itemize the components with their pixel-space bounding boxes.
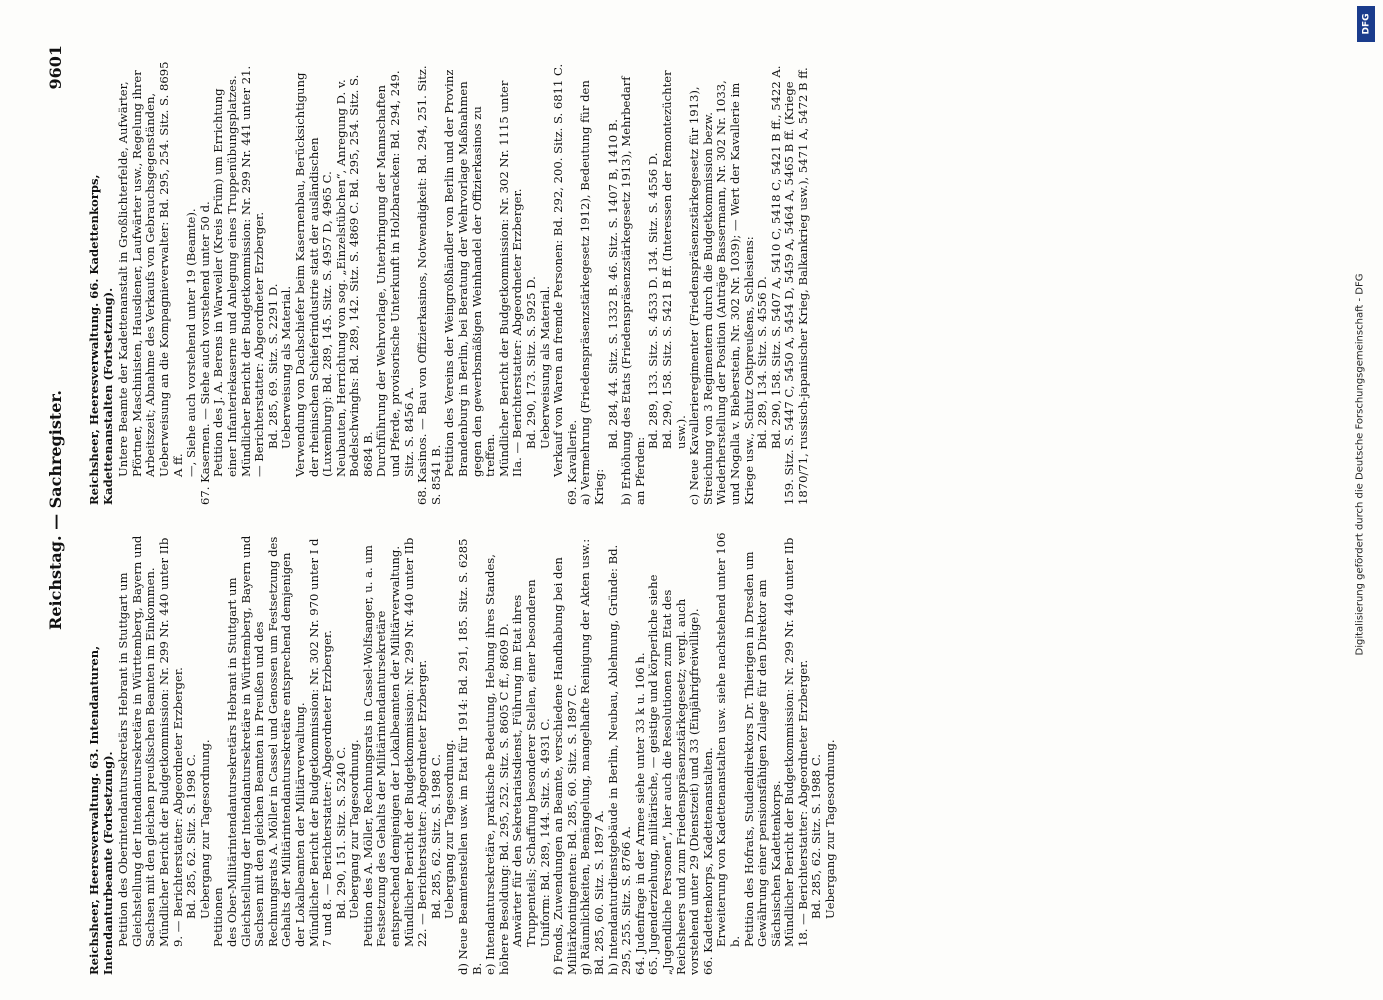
register-entry: 69. Kavallerie. bbox=[564, 419, 579, 505]
register-entry: Petition des Vereins der Weingroßhändler von Berlin und der Provinz Brandenburg in Berlin, bei Beratung der Wehrvorlage Maßnahmen gegen den gewerbsmäßigen Weinhandel der Offizierkasinos zu treffen. bbox=[442, 69, 498, 477]
register-entry: 64. Judenfrage in der Armee siehe unter 33 k u. 106 h. bbox=[632, 652, 647, 975]
register-entry: f) Fonds, Zuwendungen an Beamte, verschiedene Handhabung bei den Militärkontingenten: Bd. 285, 60. Sitz. S. 1897 C. bbox=[551, 557, 579, 975]
register-entry: Verkauf von Waren an fremde Personen: Bd. 292, 200. Sitz. S. 6811 C. bbox=[551, 63, 566, 477]
register-entry: Bd. 285, 62. Sitz. S. 1988 C. bbox=[428, 754, 443, 919]
register-entry: Petition des A. Möller, Rechnungsrats in Cassel-Wolfsanger, u. a. um Festsetzung des Gehalts der Militärintendantursekretäre entsprechend demjenigen der Lokalbeamten der Militärverwaltung. bbox=[360, 545, 403, 947]
register-entry: d) Neue Beamtenstellen usw. im Etat für 1914: Bd. 291, 185. Sitz. S. 6285 B. bbox=[456, 538, 484, 975]
register-entry: Bd. 289, 133. Sitz. S. 4533 D. 134. Sitz. S. 4556 D. bbox=[646, 152, 661, 449]
register-entry: b) Erhöhung des Etats (Friedenspräsenzstärkegesetz 1913), Mehrbedarf an Pferden: bbox=[619, 76, 647, 505]
page-header bbox=[40, 45, 80, 975]
register-entry: Reichsheer, Heeresverwaltung. 66. Kadettenkorps, Kadettenanstalten (Fortsetzung). bbox=[87, 174, 115, 505]
register-entry: Uebergang zur Tagesordnung. bbox=[823, 739, 838, 919]
register-entry: Mündlicher Bericht der Budgetkommission: Nr. 299 Nr. 441 unter 21. — Berichterstatter: Abgeordneter Erzberger. bbox=[238, 65, 267, 477]
register-entry: Petition des Hofrats, Studiendirektors Dr. Thierigen in Dresden um Gewährung einer pensionsfähigen Zulage für den Direktor am Sächsischen Kadettenkorps. bbox=[741, 551, 783, 947]
register-entry: e) Intendantursekretäre, praktische Bedeutung, Hebung ihres Standes, höhere Besoldung: Bd. 295, 252. Sitz. S. 8605 C ff., 8609 D. bbox=[483, 554, 511, 975]
digitization-credit: Digitalisierung gefördert durch die Deutsche Forschungsgemeinschaft - DFG bbox=[1354, 273, 1366, 656]
register-entry: Mündlicher Bericht der Budgetkommission: Nr. 302 Nr. 1115 unter IIa. — Berichterstatter: Abgeordneter Erzberger. bbox=[496, 80, 525, 477]
register-entry: Bd. 290, 158. Sitz. S. 5407 A, 5410 C, 5418 C, 5421 B ff., 5422 A. bbox=[768, 65, 783, 449]
register-entry: Ueberweisung als Material. bbox=[537, 285, 552, 449]
register-entry: —, Siehe auch vorstehend unter 19 (Beamte). bbox=[184, 208, 199, 477]
register-entry: Reichsheer, Heeresverwaltung. 63. Intendanturen, Intendanturbeamte (Fortsetzung). bbox=[87, 645, 115, 975]
register-entry: 67. Kasernen. — Siehe auch vorstehend unter 50 d. bbox=[197, 201, 212, 505]
register-entry: g) Räumlichkeiten, Bemängelung, mangelhafte Reinigung der Akten usw.: Bd. 285, 60. Sitz. S. 1897 A. bbox=[578, 538, 606, 975]
register-entry: Bd. 290, 151. Sitz. S. 5240 C. bbox=[333, 746, 348, 919]
register-entry: Petitionen bbox=[211, 887, 226, 947]
register-entry: Uebergang zur Tagesordnung. bbox=[347, 739, 362, 919]
register-entry: c) Neue Kavallerieregimenter (Friedenspräsenzstärkegesetz für 1913), Streichung von 3 Regimentern durch die Budgetkommission bezw. Wiederherstellung der Position (Anträge Bassermann, Nr. 302 Nr. 1033, und Nogalla v. Bieberstein, Nr. 302 Nr. 1039); — Wert der Kavallerie im Kriege usw., Schutz Ostpreußens, Schlesiens: bbox=[687, 80, 756, 505]
left-column bbox=[88, 530, 838, 975]
register-entry: Mündlicher Bericht der Budgetkommission: Nr. 299 Nr. 440 unter IIb 18. — Berichterstatter: Abgeordneter Erzberger. bbox=[782, 537, 810, 947]
register-entry: Bd. 285, 62. Sitz. S. 1998 C. bbox=[184, 754, 199, 919]
register-entry: Verwendung von Dachschiefer beim Kasernenbau, Berücksichtigung der rheinischen Schieferindustrie statt der ausländischen (Luxemburg): Bd. 289, 145. Sitz. S. 4957 D, 4965 C. bbox=[292, 72, 335, 477]
register-entry: Neubauten, Herrichtung von sog. „Einzelstübchen“, Anregung D. v. Bodelschwinghs: Bd. 289, 142. Sitz. S. 4869 C. Bd. 295, 254. Sitz. S. 8684 B. bbox=[333, 74, 375, 477]
register-entry: Uebergang zur Tagesordnung. bbox=[197, 739, 212, 919]
register-entry: h) Intendanturdienstgebäude in Berlin, Neubau, Ablehnung, Gründe: Bd. 295, 255. Sitz. S. 8766 A. bbox=[605, 544, 634, 975]
register-entry: Petition des Oberintendantursekretärs Hebrant in Stuttgart um Gleichstellung der Intendantursekretäre in Württemberg, Bayern und Sachsen mit den gleichen preußischen Beamten im Einkommen. bbox=[116, 535, 158, 947]
page-number: 9601 bbox=[46, 45, 65, 90]
register-entry: 65. Jugenderziehung, militärische, — geistige und körperliche siehe „Jugendliche Personen“, hier auch die Resolutionen zum Etat des Reichsheers und zum Friedenspräsenzstärkegesetz; vergl. auch vorstehend unter 29 (Dienstzeit) und 33 (Einjährigfreiwillige). bbox=[646, 574, 702, 975]
register-entry: Ueberweisung als Material. bbox=[279, 285, 294, 449]
register-entry: Durchführung der Wehrvorlage, Unterbringung der Mannschaften und Pferde, provisorische Unterkunft in Holzbaracken: Bd. 294, 249. Sitz. S. 8456 A. bbox=[374, 70, 416, 477]
register-entry: Mündlicher Bericht der Budgetkommission: Nr. 299 Nr. 440 unter IIb 9. — Berichterstatter: Abgeordneter Erzberger. bbox=[156, 537, 185, 947]
register-entry: Bd. 290, 158. Sitz. S. 5421 B ff. (Interessen der Remontezüchter usw.). bbox=[659, 70, 688, 449]
register-entry: Erweiterung von Kadettenanstalten usw. siehe nachstehend unter 106 b. bbox=[714, 532, 742, 947]
register-entry: Anwärter für den Sekretariatsdienst, Führung im Etat ihres Truppenteils; Schaffung besonderer Stellen, einer besonderen Uniform: Bd. 289, 144. Sitz. S. 4931 C. bbox=[510, 579, 552, 947]
digitization-sidebar bbox=[1355, 0, 1377, 1000]
register-entry: 159. Sitz. S. 5447 C, 5450 A, 5454 D, 5459 A, 5464 A, 5465 B ff. (Kriege 1870/71, russisch-japanischer Krieg, Balkankrieg usw.), 5471 A, 5472 B ff. bbox=[782, 67, 810, 505]
dfg-logo: DFG bbox=[1357, 6, 1375, 42]
register-entry: Mündlicher Bericht der Budgetkommission: Nr. 299 Nr. 440 unter IIb 22. — Berichterstatter: Abgeordneter Erzberger. bbox=[401, 537, 430, 947]
rotated-content bbox=[40, 45, 1350, 975]
register-entry: Mündlicher Bericht der Budgetkommission: Nr. 302 Nr. 970 unter I d 7 und 8. — Berichterstatter: Abgeordneter Erzberger. bbox=[306, 538, 335, 947]
register-entry: Bd. 285, 62. Sitz. S. 1988 C. bbox=[809, 754, 824, 919]
register-entry: Petition des J. A. Berens in Warweiler (Kreis Prüm) um Errichtung einer Infanteriekaserne und Anlegung eines Truppenübungsplatzes. bbox=[211, 75, 239, 477]
right-column bbox=[88, 60, 810, 505]
register-entry: 66. Kadettenkorps, Kadettenanstalten. bbox=[700, 747, 715, 975]
running-head: Reichstag. — Sachregister. bbox=[46, 390, 65, 630]
register-entry: Bd. 290, 173. Sitz. S. 5925 D. bbox=[524, 276, 538, 449]
register-entry: a) Vermehrung (Friedenspräsenzstärkegesetz 1912), Bedeutung für den Krieg: bbox=[578, 80, 606, 505]
register-entry: Bd. 285, 69. Sitz. S. 2291 D. bbox=[265, 283, 280, 449]
register-entry: 68. Kasinos. — Bau von Offizierkasinos, Notwendigkeit: Bd. 294, 251. Sitz. S. 8541 B. bbox=[415, 65, 443, 505]
register-entry: Bd. 284, 44. Sitz. S. 1332 B. 46. Sitz. S. 1407 B, 1410 B. bbox=[605, 119, 620, 449]
register-entry: des Ober-Militärintendantursekretärs Hebrant in Stuttgart um Gleichstellung der Intendantursekretäre in Württemberg, Bayern und Sachsen mit den gleichen Beamten in Preußen und des Rechnungsrats A. Möller in Cassel und Genossen um Festsetzung des Gehalts der Militärintendantursekretäre entsprechend demjenigen der Lokalbeamten der Militärverwaltung. bbox=[224, 535, 307, 947]
register-entry: Uebergang zur Tagesordnung. bbox=[442, 739, 457, 919]
register-entry: Bd. 289, 134. Sitz. S. 4556 D. bbox=[755, 276, 770, 449]
register-entry: Untere Beamte der Kadettenanstalt in Großlichterfelde, Aufwärter, Pförtner, Maschinisten, Hausdiener, Laufwärter usw., Regelung ihrer Arbeitszeit; Abnahme des Verkaufs von Gebrauchsgegenständen, Ueberweisung an die Kompagnieverwalter: Bd. 295, 254. Sitz. S. 8695 A ff. bbox=[116, 61, 185, 477]
